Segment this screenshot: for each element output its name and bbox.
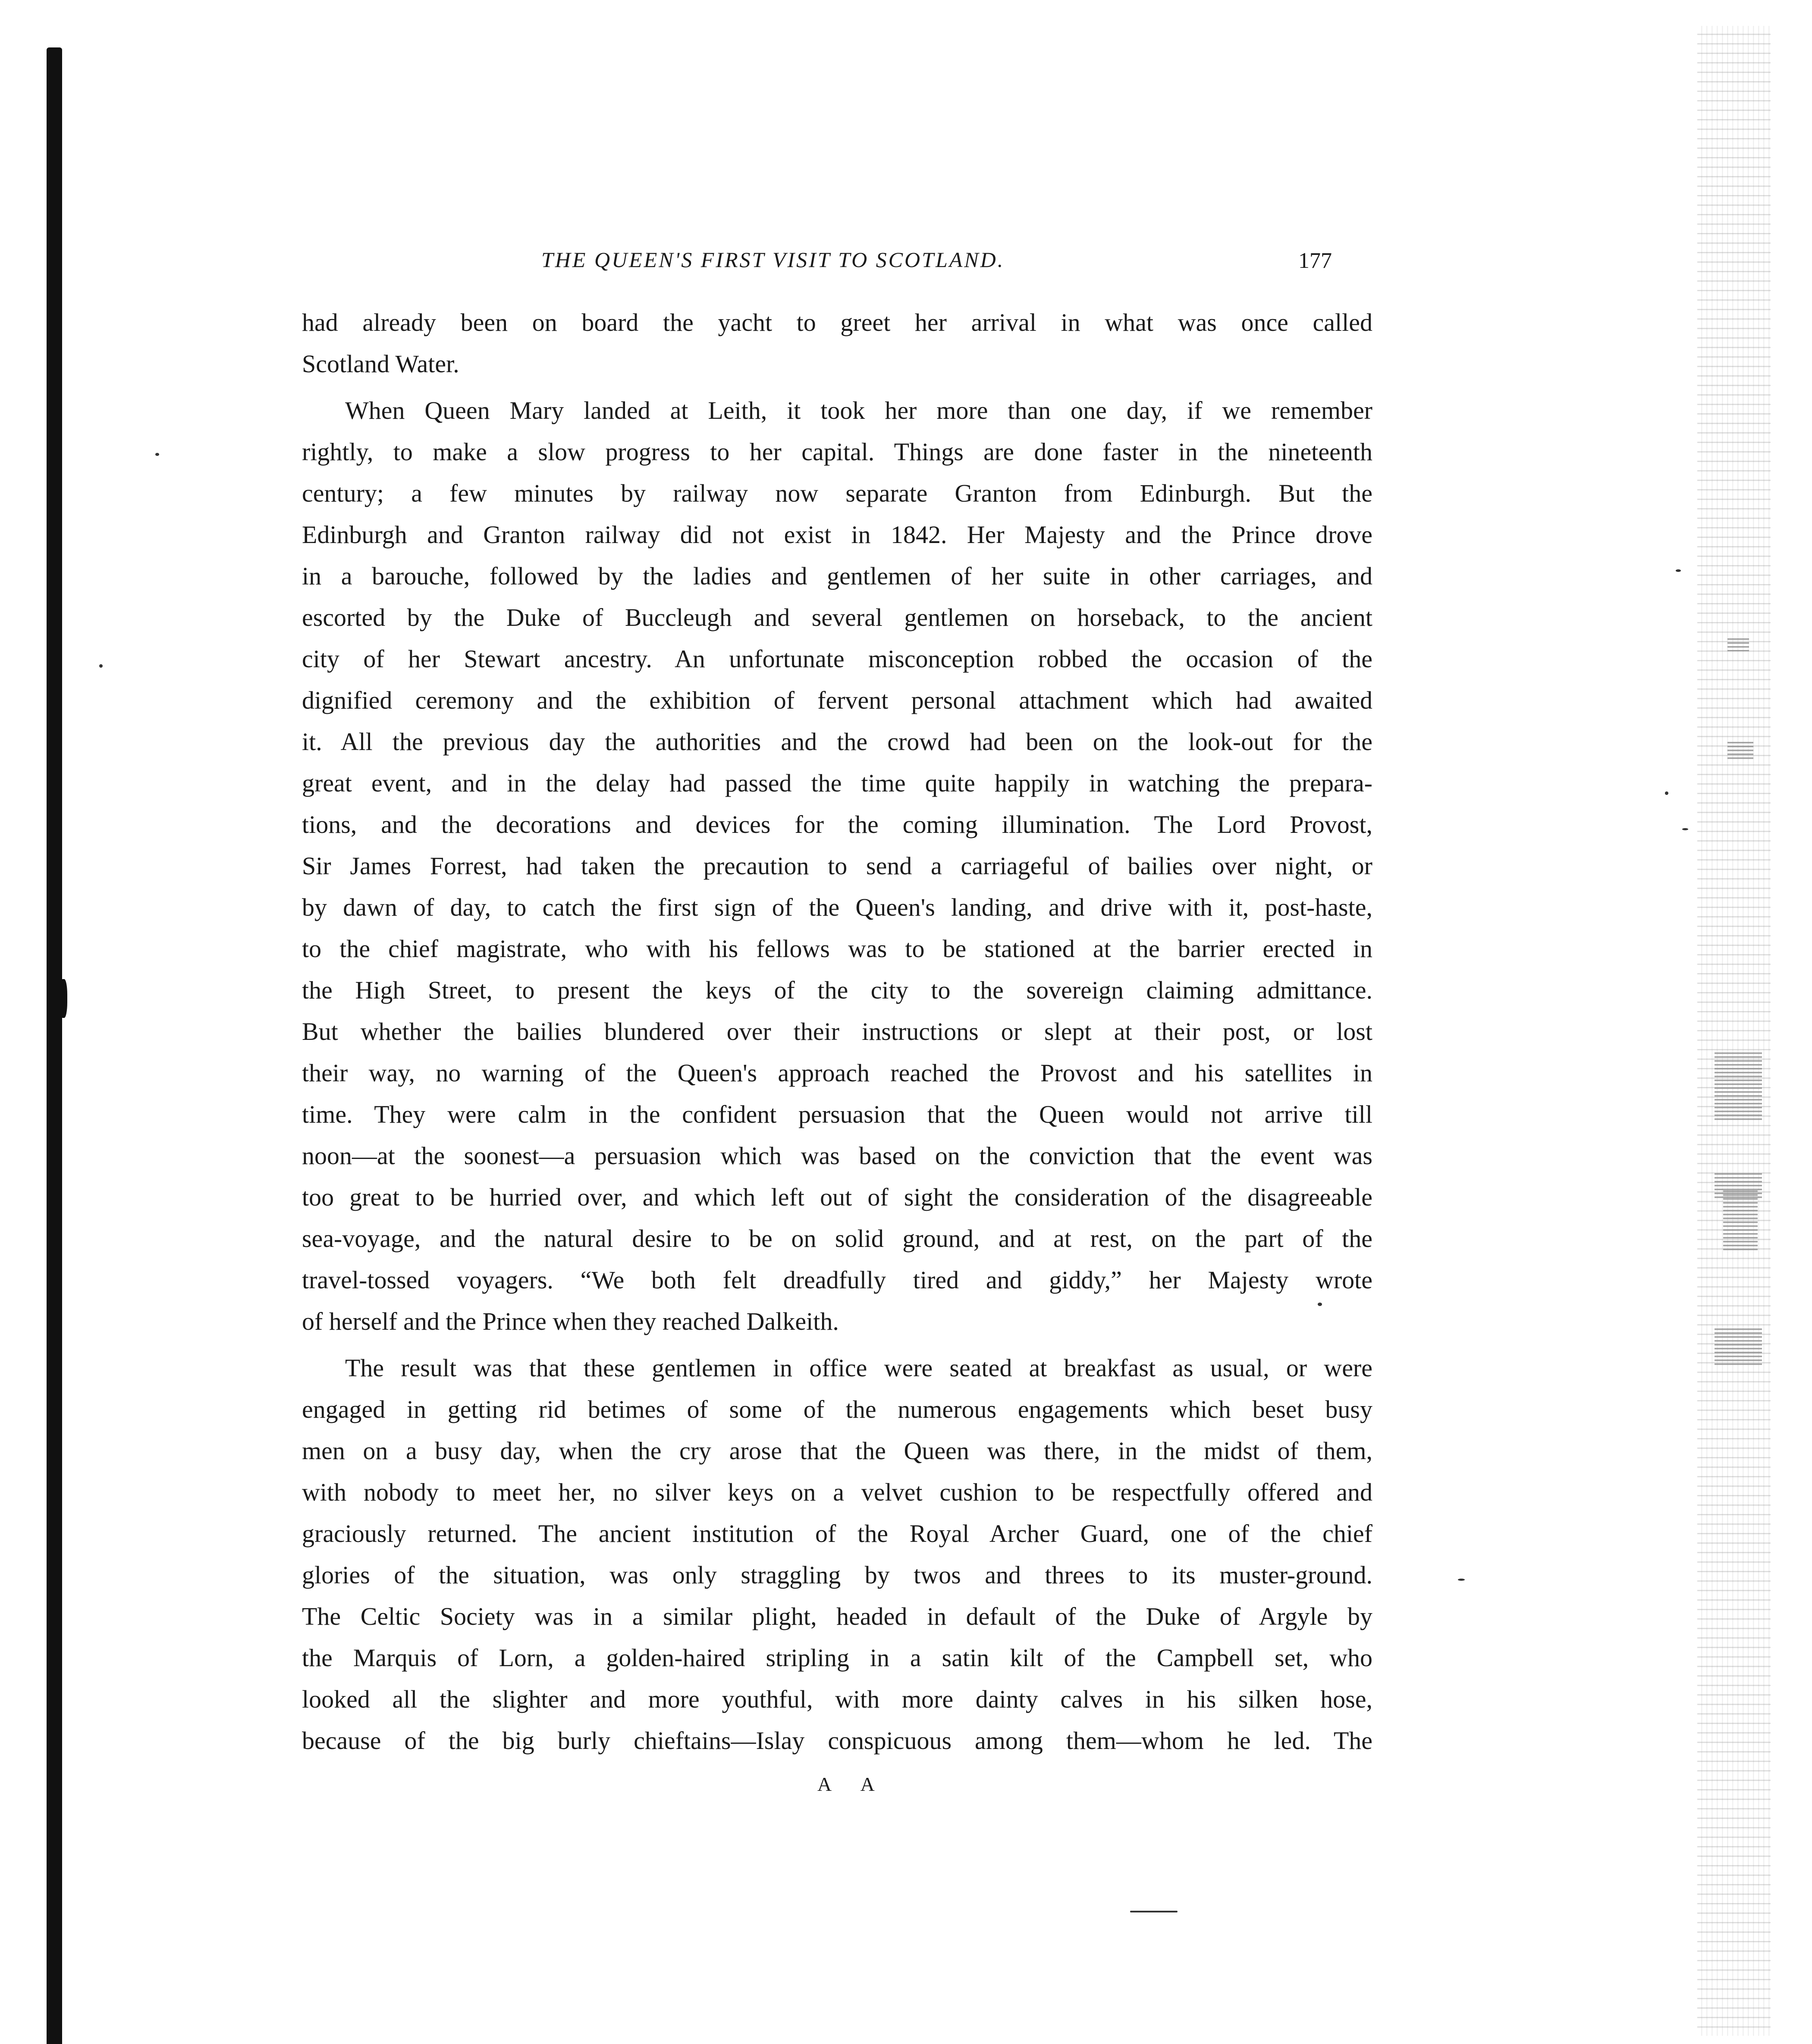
text-line: graciously returned. The ancient institution of the Royal Archer Guard, one of the chief [302,1520,1372,1548]
text-line: When Queen Mary landed at Leith, it took her more than one day, if we remember [345,396,1372,424]
text-line: The result was that these gentlemen in office were seated at breakfast as usual, or were [345,1354,1372,1382]
text-line: Scotland Water. [302,350,459,378]
text-line: travel-tossed voyagers. “We both felt dreadfully tired and giddy,” her Majesty wrote [302,1266,1372,1294]
text-line: dignified ceremony and the exhibition of fervent personal attachment which had awaited [302,686,1372,714]
page-number: 177 [1298,248,1332,273]
text-line: But whether the bailies blundered over their instructions or slept at their post, or lost [302,1017,1372,1046]
text-line: century; a few minutes by railway now separate Granton from Edinburgh. But the [302,479,1372,507]
text-line: the High Street, to present the keys of the city to the sovereign claiming admittance. [302,976,1372,1004]
text-line: their way, no warning of the Queen's approach reached the Provost and his satellites in [302,1059,1372,1087]
text-line: too great to be hurried over, and which left out of sight the consideration of the disagreeable [302,1183,1372,1211]
text-line: the Marquis of Lorn, a golden-haired stripling in a satin kilt of the Campbell set, who [302,1644,1372,1672]
scan-speck [1458,1579,1465,1581]
paragraph [302,302,1372,385]
scan-noise-strip [1697,26,1771,2036]
text-line: because of the big burly chieftains—Islay conspicuous among them—whom he led. The [302,1727,1372,1755]
text-line: Sir James Forrest, had taken the precaution to send a carriageful of bailies over night, or [302,852,1372,880]
text-line: had already been on board the yacht to greet her arrival in what was once called [302,308,1372,336]
text-line: with nobody to meet her, no silver keys on a velvet cushion to be respectfully offered and [302,1478,1372,1506]
text-line: rightly, to make a slow progress to her capital. Things are done faster in the nineteenth [302,438,1372,466]
scan-speck [1130,1911,1178,1912]
scan-speck [99,664,103,668]
paragraph [302,1347,1372,1761]
text-line: of herself and the Prince when they reached Dalkeith. [302,1307,839,1335]
binding-edge [47,47,62,2044]
text-line: looked all the slighter and more youthful, with more dainty calves in his silken hose, [302,1685,1372,1713]
text-line: escorted by the Duke of Buccleugh and several gentlemen on horseback, to the ancient [302,603,1372,631]
text-line: in a barouche, followed by the ladies and gentlemen of her suite in other carriages, and [302,562,1372,590]
signature-mark: A A [817,1773,888,1795]
body-text [302,302,1372,1761]
text-line: time. They were calm in the confident persuasion that the Queen would not arrive till [302,1100,1372,1128]
text-line: to the chief magistrate, who with his fellows was to be stationed at the barrier erected in [302,935,1372,963]
text-line: noon—at the soonest—a persuasion which was based on the conviction that the event was [302,1142,1372,1170]
scan-speck [1676,569,1681,572]
text-line: great event, and in the delay had passed the time quite happily in watching the prepara- [302,769,1372,797]
scan-speck [1665,791,1668,795]
text-line: Edinburgh and Granton railway did not exist in 1842. Her Majesty and the Prince drove [302,521,1372,549]
text-line: sea-voyage, and the natural desire to be on solid ground, and at rest, on the part of the [302,1225,1372,1253]
text-line: The Celtic Society was in a similar plight, headed in default of the Duke of Argyle by [302,1602,1372,1630]
text-line: engaged in getting rid betimes of some of the numerous engagements which beset busy [302,1395,1372,1423]
running-title: THE QUEEN'S FIRST VISIT TO SCOTLAND. [541,248,1005,272]
text-line: tions, and the decorations and devices for the coming illumination. The Lord Provost, [302,810,1372,838]
scan-speck [1682,828,1688,830]
text-line: glories of the situation, was only straggling by twos and threes to its muster-ground. [302,1561,1372,1589]
text-line: city of her Stewart ancestry. An unfortunate misconception robbed the occasion of the [302,645,1372,673]
text-line: men on a busy day, when the cry arose that the Queen was there, in the midst of them, [302,1437,1372,1465]
scan-speck [155,453,159,456]
paragraph [302,390,1372,1342]
text-line: it. All the previous day the authorities and the crowd had been on the look-out for the [302,728,1372,756]
text-line: by dawn of day, to catch the first sign of the Queen's landing, and drive with it, post-haste, [302,893,1372,921]
